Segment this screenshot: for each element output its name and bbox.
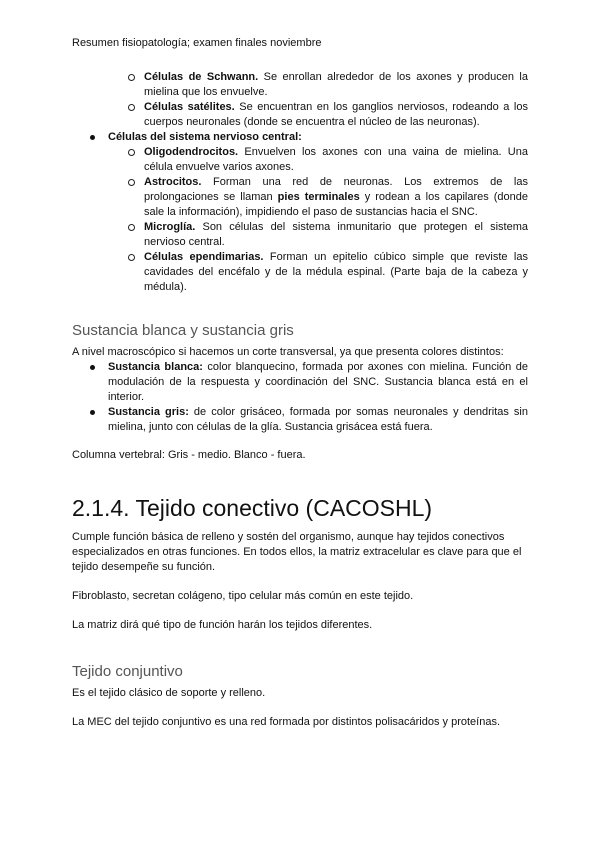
snc-cell-list	[72, 145, 528, 295]
description: Son células del sistema inmunitario que protegen el sistema nervioso central.	[144, 221, 528, 248]
snc-label: Células del sistema nervioso central:	[108, 131, 302, 143]
term: Células de Schwann.	[144, 71, 259, 83]
list-item-schwann	[72, 70, 528, 100]
circle-bullet-icon	[128, 179, 135, 186]
list-item-astrocitos	[72, 175, 528, 220]
description: de color grisáceo, formada por somas neuronales y dendritas sin mielina, junto con células de la glía. Sustancia grisácea está fuera.	[108, 406, 528, 433]
list-item-oligodendrocitos	[72, 145, 528, 175]
paragraph-conectivo-3: La matriz dirá qué tipo de función harán los tejidos diferentes.	[72, 619, 373, 631]
description: Forman una red de neuronas. Los extremos de las prolongaciones se llaman	[144, 176, 528, 203]
circle-bullet-icon	[128, 149, 135, 156]
section-heading-conjuntivo: Tejido conjuntivo	[72, 663, 183, 680]
list-item-gris	[72, 405, 528, 435]
term: Microglía.	[144, 221, 196, 233]
snc-list	[72, 130, 528, 145]
paragraph-conectivo-1: Cumple función básica de relleno y sostén del organismo, aunque hay tejidos conectivos especializados en otras funciones. En todos ellos, la matriz extracelular es clave para que el tejido desempeñe su función.	[72, 531, 522, 573]
description-cont: y rodean a los capilares (donde sale la información), impidiendo el paso de sustancias hacia el SNC.	[144, 191, 529, 218]
description: Se enrollan alrededor de los axones y producen la mielina que los envuelve.	[144, 71, 528, 98]
list-item-satelites	[72, 100, 528, 130]
list-item-snc	[72, 130, 528, 145]
snp-cell-list	[72, 70, 528, 130]
term: Sustancia gris:	[108, 406, 189, 418]
term: Sustancia blanca:	[108, 361, 203, 373]
paragraph-conjuntivo-2: La MEC del tejido conjuntivo es una red formada por distintos polisacáridos y proteínas.	[72, 716, 501, 728]
list-item-microglia	[72, 220, 528, 250]
page-header: Resumen fisiopatología; examen finales noviembre	[72, 37, 322, 49]
disc-bullet-icon	[90, 410, 95, 415]
list-item-blanca	[72, 360, 528, 405]
description: Forman un epitelio cúbico simple que reviste las cavidades del encéfalo y de la médula espinal. (Parte baja de la cabeza y médula).	[144, 251, 528, 293]
disc-bullet-icon	[90, 135, 95, 140]
circle-bullet-icon	[128, 254, 135, 261]
paragraph-columna: Columna vertebral: Gris - medio. Blanco - fuera.	[72, 449, 306, 461]
section-heading-conectivo: 2.1.4. Tejido conectivo (CACOSHL)	[72, 495, 433, 521]
description: Se encuentran en los ganglios nerviosos, rodeando a los cuerpos neuronales (donde se encuentra el núcleo de las neuronas).	[144, 101, 528, 128]
bold-term: pies terminales	[277, 191, 360, 203]
circle-bullet-icon	[128, 74, 135, 81]
list-item-ependimarias	[72, 250, 528, 295]
term: Células ependimarias.	[144, 251, 264, 263]
sustancia-list	[72, 360, 528, 435]
term: Oligodendrocitos.	[144, 146, 239, 158]
paragraph-conectivo-2: Fibroblasto, secretan colágeno, tipo celular más común en este tejido.	[72, 590, 414, 602]
description: Envuelven los axones con una vaina de mielina. Una célula envuelve varios axones.	[144, 146, 528, 173]
circle-bullet-icon	[128, 104, 135, 111]
term: Células satélites.	[144, 101, 235, 113]
paragraph-intro: A nivel macroscópico si hacemos un corte transversal, ya que presenta colores distintos:	[72, 346, 504, 358]
paragraph-conjuntivo-1: Es el tejido clásico de soporte y relleno.	[72, 687, 266, 699]
description: color blanquecino, formada por axones con mielina. Función de modulación de la respuesta y coordinación del SNC. Sustancia blanca está en el interior.	[108, 361, 528, 403]
circle-bullet-icon	[128, 224, 135, 231]
section-heading-sustancia: Sustancia blanca y sustancia gris	[72, 322, 294, 339]
disc-bullet-icon	[90, 365, 95, 370]
term: Astrocitos.	[144, 176, 202, 188]
